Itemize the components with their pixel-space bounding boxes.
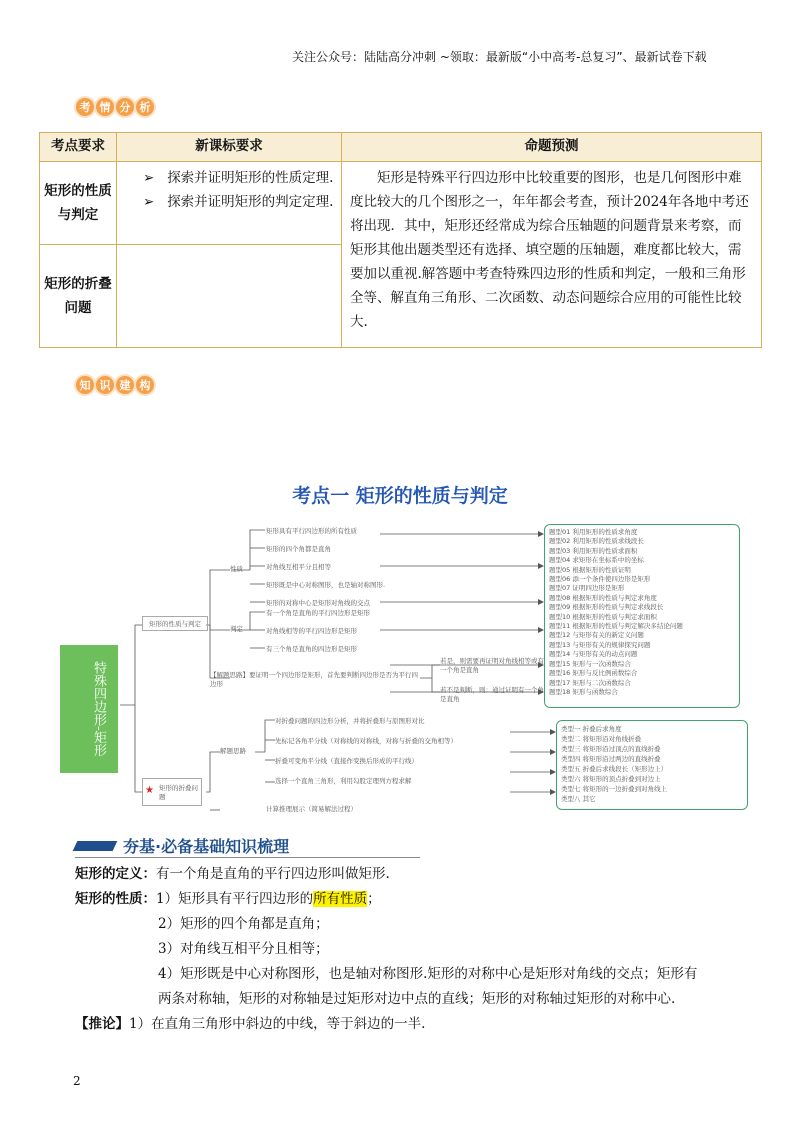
- list-item: 题型18 矩形与函数综合: [549, 687, 618, 696]
- list-item: 题型01 利用矩形的性质求角度: [549, 528, 638, 536]
- badge-char: 情: [96, 98, 114, 116]
- badge-char: 考: [76, 98, 94, 116]
- badge-char: 识: [96, 376, 114, 394]
- list-item: 题型07 证明四边形是矩形: [549, 584, 625, 593]
- badge-char: 建: [116, 376, 134, 394]
- mindmap-leaf: 对折叠问题的四边形分析，并将折叠形与原图形对比: [275, 717, 425, 725]
- mindmap-leaf: 矩形的对称中心是矩形对角线的交点: [266, 599, 370, 607]
- list-item: 类型一 折叠后求角度: [561, 725, 622, 733]
- table-cell-requirement: [117, 162, 342, 245]
- section-title: 夯基·必备基础知识梳理: [123, 837, 290, 856]
- list-item: 类型四 将矩形沿过两边的直线折叠: [561, 755, 661, 763]
- page-number: 2: [73, 1074, 81, 1088]
- list-item: 题型09 根据矩形的性质与判定求线段长: [549, 603, 664, 612]
- list-item: 题型05 根据矩形的性质证明: [549, 565, 631, 574]
- requirement-text: 探索并证明矩形的性质定理.: [167, 170, 334, 186]
- table-header: 命题预测: [342, 133, 762, 162]
- table-cell-topic: 矩形的性质与判定: [40, 162, 117, 245]
- property-line: 4）矩形既是中心对称图形，也是轴对称图形.矩形的对称中心是矩形对角线的交点；矩形有: [158, 966, 698, 982]
- list-item: 类型八 其它: [561, 795, 596, 803]
- list-item: 题型08 根据矩形的性质与判定求角度: [549, 593, 657, 602]
- badge-char: 析: [136, 98, 154, 116]
- knowledge-badge: [76, 376, 154, 394]
- list-item: 题型13 与矩形有关的规律探究问题: [549, 640, 651, 649]
- table-row: [40, 162, 762, 245]
- list-item: 类型二 将矩形沿对角线折叠: [561, 735, 642, 743]
- question-list-box: [556, 720, 748, 810]
- page-header: 关注公众号：陆陆高分冲刺 ~领取：最新版“小中高考-总复习”、最新试卷下载: [292, 50, 707, 64]
- mindmap-leaf: 选择一个直角三角形，利用勾股定理列方程求解: [275, 777, 412, 785]
- mindmap-tip: 【解题思路】要证明一个四边形是矩形，首先要判断四边形是否为平行四边形: [210, 671, 418, 688]
- table-header: 新课标要求: [117, 133, 342, 162]
- mindmap-leaf: 折叠可变角平分线（直接作变换后形成的平行线）: [275, 757, 418, 765]
- list-item: 类型六 将矩形的顶点折叠到对边上: [561, 775, 661, 783]
- mindmap-tip-branch: 若是，则需要再证明对角线相等或有一个角是直角: [440, 657, 544, 674]
- corollary-text: 1）在直角三角形中斜边的中线，等于斜边的一半.: [129, 1016, 426, 1032]
- list-item: 题型06 添一个条件使四边形是矩形: [549, 575, 651, 584]
- section-heading: [75, 834, 289, 857]
- mindmap-leaf: 矩形既是中心对称图形，也是轴对称图形.: [266, 581, 386, 589]
- table-header-row: [40, 133, 762, 162]
- corollary-line: [75, 1012, 425, 1037]
- branch-label: 矩形的折叠问题: [159, 784, 198, 801]
- mindmap-leaf: 矩形具有平行四边形的所有性质: [266, 527, 357, 535]
- mindmap-leaf: 计算推理展示（简易解法过程）: [266, 805, 357, 813]
- section-bar-icon: [73, 841, 118, 851]
- list-item: 类型七 将矩形的一边折叠到对角线上: [561, 785, 668, 793]
- list-item: 类型三 将矩形沿过顶点的直线折叠: [561, 745, 661, 753]
- mindmap: [60, 520, 750, 820]
- question-list-box: [544, 524, 740, 708]
- mindmap-branch: [142, 778, 202, 806]
- mindmap-title: 考点一 矩形的性质与判定: [292, 485, 508, 507]
- table-cell-forecast: 矩形是特殊平行四边形中比较重要的图形，也是几何图形中难度比较大的几个图形之一，年年都会考查，预计2024年各地中考还将出现．其中，矩形还经常成为综合压轴题的问题背景来考察，而矩形其他出题类型还有选择、填空题的压轴题，难度都比较大，需要加以重视.解答题中考查特殊四边形的性质和判定，一般和三角形全等、解直角三角形、二次函数、动态问题综合应用的可能性比较大.: [342, 162, 762, 348]
- mindmap-leaf: 先标记各角平分线（对称线的对称线，对称与折叠的交角相等）: [275, 737, 457, 745]
- list-item: ➢ 探索并证明矩形的判定定理.: [143, 194, 334, 210]
- mindmap-branch: 矩形的性质与判定: [142, 616, 208, 631]
- mindmap-node: 判定: [230, 625, 243, 633]
- highlight-text: 所有性质: [313, 891, 368, 907]
- list-item: 题型04 求矩形在坐标系中的坐标: [549, 556, 644, 565]
- table-header: 考点要求: [40, 133, 117, 162]
- requirement-text: 探索并证明矩形的判定定理.: [167, 194, 334, 210]
- list-item: 题型10 根据矩形的性质与判定求面积: [549, 612, 657, 621]
- property-line: 两条对称轴，矩形的对称轴是过矩形对边中点的直线；矩形的对称轴过矩形的对称中心.: [158, 991, 676, 1007]
- definition-text: 有一个角是直角的平行四边形叫做矩形.: [156, 866, 390, 882]
- star-icon: ★: [145, 785, 154, 796]
- mindmap-node: 解题思路: [220, 747, 246, 755]
- property-label: 矩形的性质：: [75, 891, 156, 907]
- mindmap-leaf: 矩形的四个角都是直角: [266, 545, 331, 553]
- list-item: 题型03 利用矩形的性质求面积: [549, 546, 638, 555]
- list-item: 题型12 与矩形有关的新定义问题: [549, 631, 644, 640]
- table-cell-topic: 矩形的折叠问题: [40, 245, 117, 348]
- mindmap-leaf: 有三个角是直角的四边形是矩形: [266, 645, 357, 653]
- definition-label: 矩形的定义：: [75, 866, 156, 882]
- section-underline: [75, 857, 420, 858]
- mindmap-node: 性质: [230, 565, 243, 573]
- badge-char: 构: [136, 376, 154, 394]
- mindmap-root: 特殊四边形-矩形: [60, 645, 118, 773]
- property-text: ；: [367, 891, 381, 907]
- property-line: 2）矩形的四个角都是直角；: [158, 916, 329, 932]
- table-cell-empty: [117, 245, 342, 348]
- list-item: 题型15 矩形与一次函数综合: [549, 659, 631, 668]
- list-item: 题型11 根据矩形的性质与判定解决多结论问题: [549, 622, 683, 631]
- property-text: 1）矩形具有平行四边形的: [156, 891, 314, 907]
- list-item: 类型五 折叠后求线段长（矩形边上）: [561, 765, 668, 773]
- mindmap-leaf: 有一个角是直角的平行四边形是矩形: [266, 609, 370, 617]
- list-item: 题型14 与矩形有关的动点问题: [549, 650, 638, 659]
- mindmap-tip-branch: 若不是判断，则：通过证明有一个角是直角: [440, 686, 544, 703]
- mindmap-leaf: 对角线相等的平行四边形是矩形: [266, 627, 357, 635]
- exam-analysis-badge: [76, 98, 154, 116]
- corollary-label: 【推论】: [75, 1016, 129, 1032]
- definition-line: [75, 862, 390, 887]
- list-item: 题型02 利用矩形的性质求线段长: [549, 537, 644, 546]
- property-line: 3）对角线互相平分且相等；: [158, 941, 329, 957]
- badge-char: 知: [76, 376, 94, 394]
- badge-char: 分: [116, 98, 134, 116]
- property-line: [75, 887, 381, 912]
- mindmap-leaf: 对角线互相平分且相等: [266, 563, 331, 571]
- list-item: 题型17 矩形与二次函数综合: [549, 678, 631, 687]
- list-item: ➢ 探索并证明矩形的性质定理.: [143, 170, 334, 186]
- list-item: 题型16 矩形与反比例函数综合: [549, 669, 638, 678]
- exam-table: [39, 132, 762, 348]
